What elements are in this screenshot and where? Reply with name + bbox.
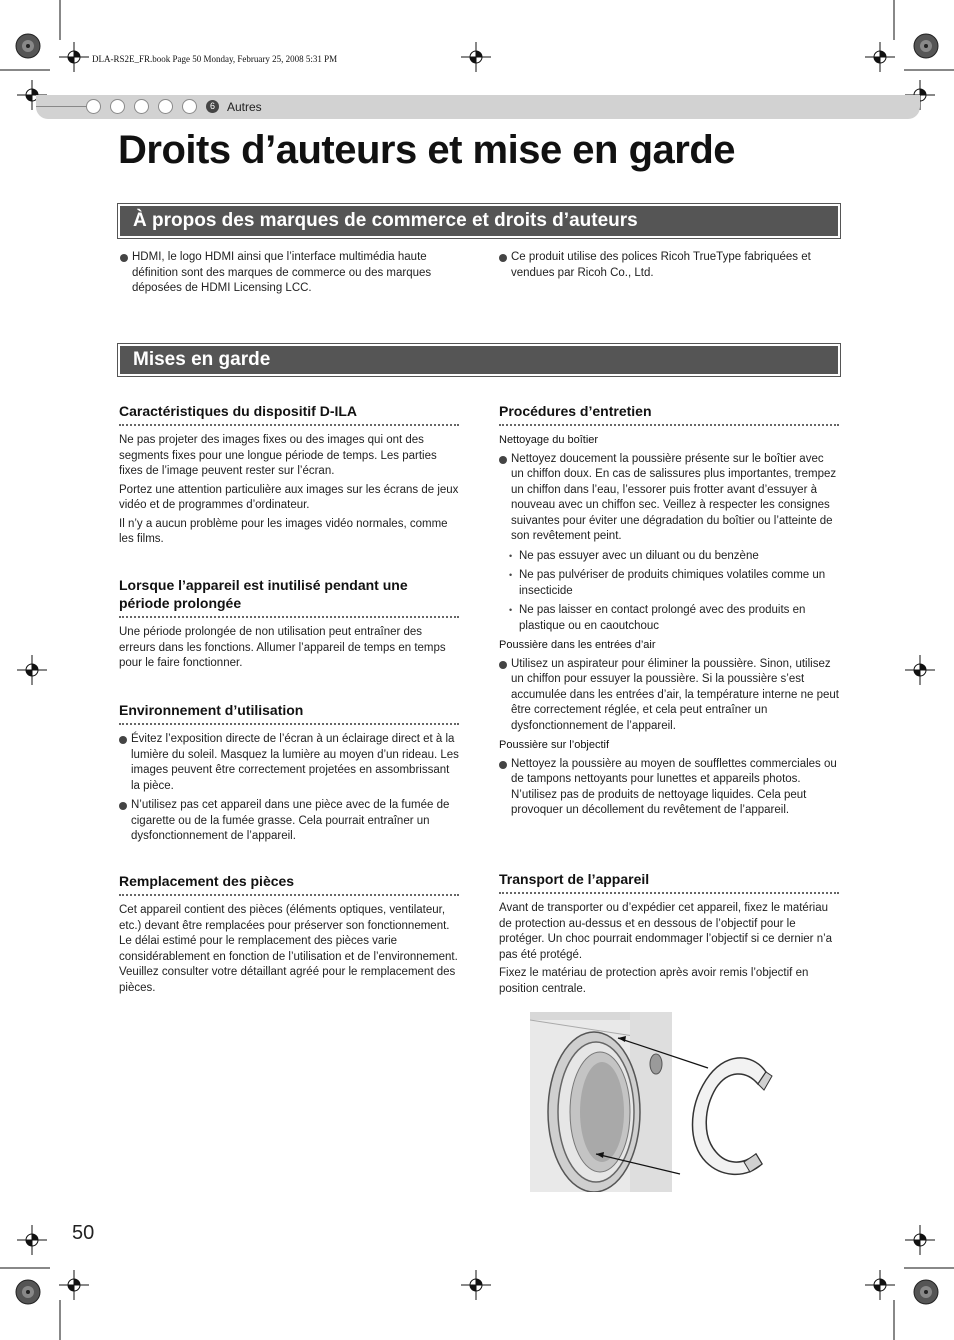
chapter-dot-5	[182, 99, 197, 114]
section-heading-trademarks: À propos des marques de commerce et droits d’auteurs	[120, 206, 838, 236]
trademark-ricoh-bullet: Ce produit utilise des polices Ricoh TrueType fabriquées et vendues par Ricoh Co., Ltd.	[499, 250, 839, 281]
parts-title: Remplacement des pièces	[119, 872, 459, 896]
unused-p1: Une période prolongée de non utilisation peut entraîner des erreurs dans les fonctions. Allumer l’appareil de temps en temps pour le faire fonctionner.	[119, 626, 446, 669]
vents-bullet: Utilisez un aspirateur pour éliminer la poussière. Sinon, utilisez un chiffon pour essuyer la poussière. Si la poussière s’est accumulée dans les entrées d’air, la température interne ne peut être correctement réglée, et cela peut entraîner un dysfonctionnement de l’appareil.	[499, 657, 839, 735]
dila-p1: Ne pas projeter des images fixes ou des images qui ont des segments fixes pour une longue période de temps. Les parties fixes de l’image peuvent rester sur l’écran.	[119, 434, 437, 477]
chapter-dot-2	[110, 99, 125, 114]
cabinet-sub-3: • Ne pas laisser en contact prolongé avec des produits en plastique ou en caoutchouc	[499, 603, 839, 634]
page-title: Droits d’auteurs et mise en garde	[118, 128, 736, 172]
transport-title: Transport de l’appareil	[499, 870, 839, 894]
chapter-label: Autres	[227, 99, 262, 114]
breadcrumb-line	[36, 106, 90, 107]
chapter-dot-4	[158, 99, 173, 114]
transport-p2: Fixez le matériau de protection après avoir remis l’objectif en position centrale.	[499, 967, 809, 995]
lens-protection-illustration	[530, 1012, 774, 1192]
parts-block	[119, 872, 459, 999]
cabinet-sub-2: • Ne pas pulvériser de produits chimiques volatiles comme un insecticide	[499, 568, 839, 599]
unused-block	[119, 576, 459, 675]
lens-bullet: Nettoyez la poussière au moyen de soufflettes commerciales ou de tampons nettoyants pour lunettes et appareils photos.	[499, 757, 839, 788]
unused-title: Lorsque l’appareil est inutilisé pendant une période prolongée	[119, 576, 459, 618]
parts-p1: Cet appareil contient des pièces (éléments optiques, ventilateur, etc.) devant être remplacées pour préserver son fonctionnement. Le délai estimé pour le remplacement des pièces varie considérablement en fonction de l’utilisation et de l’environnement. Veuillez consulter votre détaillant agréé pour le remplacement des pièces.	[119, 904, 458, 994]
maintenance-title: Procédures d’entretien	[499, 402, 839, 426]
chapter-number: 6	[206, 100, 219, 113]
environment-title: Environnement d’utilisation	[119, 701, 459, 725]
chapter-dot-3	[134, 99, 149, 114]
maintenance-block	[499, 402, 839, 822]
chapter-dot-1	[86, 99, 101, 114]
page-number: 50	[72, 1222, 95, 1244]
trademark-right	[499, 250, 839, 285]
cabinet-bullet: Nettoyez doucement la poussière présente sur le boîtier avec un chiffon doux. En cas de salissures plus importantes, trempez un chiffon dans l’eau, l’essorer puis frotter avant d’essuyer à nouveau avec un chiffon sec. Veillez à respecter les consignes suivantes pour éviter une dégradation du boîtier ou l’atteinte de son revêtement peint.	[499, 452, 839, 545]
section-heading-warnings: Mises en garde	[120, 346, 838, 374]
cabinet-label: Nettoyage du boîtier	[499, 434, 599, 446]
cabinet-sub-1: • Ne pas essuyer avec un diluant ou du benzène	[499, 549, 839, 565]
lens-label: Poussière sur l’objectif	[499, 739, 610, 751]
breadcrumb	[86, 99, 262, 114]
trademark-hdmi-bullet: HDMI, le logo HDMI ainsi que l’interface multimédia haute définition sont des marques de commerce ou des marques déposées de HDMI Licensing LCC.	[120, 250, 464, 297]
environment-block	[119, 701, 459, 849]
transport-block	[499, 870, 839, 1000]
trademark-left	[120, 250, 464, 301]
dila-p2: Portez une attention particulière aux images sur les écrans de jeux vidéo et de programmes d’ordinateur.	[119, 483, 459, 511]
dila-p3: Il n’y a aucun problème pour les images vidéo normales, comme les films.	[119, 517, 448, 545]
lens-bullet-note: N’utilisez pas de produits de nettoyage liquides. Cela peut provoquer un décollement du revêtement de l’appareil.	[511, 788, 807, 816]
environment-bullet-1: Évitez l’exposition directe de l’écran à un éclairage direct et à la lumière du soleil. Masquez la lumière au moyen d’un rideau. Les images peuvent être correctement projetées en assombrissant la pièce.	[119, 732, 459, 794]
file-header: DLA-RS2E_FR.book Page 50 Monday, February 25, 2008 5:31 PM	[92, 54, 338, 64]
transport-p1: Avant de transporter ou d’expédier cet appareil, fixez le matériau de protection au-dessus et en dessous de l’objectif pour le protéger. Un choc pourrait endommager l’objectif si ce dernier n’a pas été protégé.	[499, 902, 833, 961]
environment-bullet-2: N’utilisez pas cet appareil dans une pièce avec de la fumée de cigarette ou de la fumée grasse. Cela pourrait entraîner un dysfonctionnement de l’appareil.	[119, 798, 459, 845]
dila-block	[119, 402, 459, 551]
vents-label: Poussière dans les entrées d’air	[499, 639, 656, 651]
dila-title: Caractéristiques du dispositif D-ILA	[119, 402, 459, 426]
